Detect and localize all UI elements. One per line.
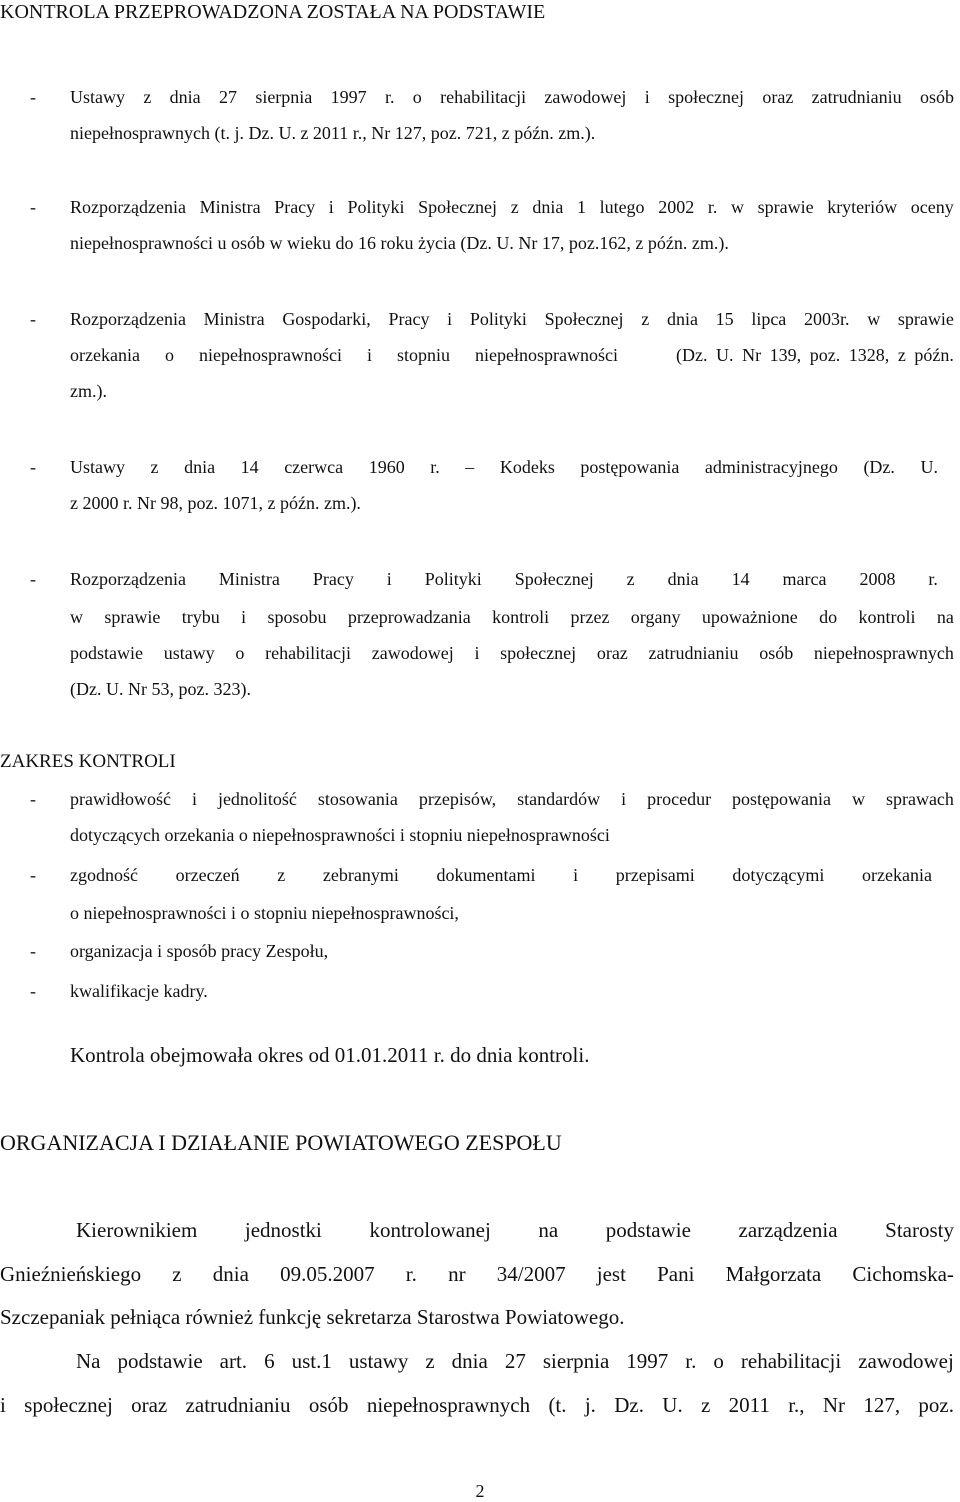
word: i	[366, 345, 372, 365]
word: orzekania	[861, 865, 932, 885]
word: lipca	[751, 309, 787, 329]
word: (Dz.	[863, 457, 895, 477]
word: upoważnione	[701, 607, 798, 627]
word: z	[277, 865, 286, 885]
word: kontrolowanej	[369, 1218, 491, 1242]
heading-organization: ORGANIZACJA I DZIAŁANIE POWIATOWEGO ZESPOŁU	[0, 1130, 562, 1155]
word: z	[150, 457, 159, 477]
word: i	[0, 1393, 6, 1417]
word: Nr	[822, 1393, 846, 1417]
word: społecznej	[500, 643, 577, 663]
word: z	[897, 345, 906, 365]
word: niepełnosprawnych	[366, 1393, 531, 1417]
word: czerwca	[284, 457, 344, 477]
word: 14	[731, 569, 750, 589]
word: Kierownikiem	[76, 1218, 198, 1242]
scope-item-1-line-1	[70, 788, 954, 810]
word: sposobu	[267, 607, 327, 627]
word: zawodowej	[544, 87, 627, 107]
word: 1960	[368, 457, 405, 477]
word: Gospodarki,	[282, 309, 371, 329]
word: z	[701, 1393, 711, 1417]
word: administracyjnego	[704, 457, 838, 477]
word: i	[573, 865, 579, 885]
word: osób	[759, 643, 794, 663]
word: procedur	[647, 789, 712, 809]
word: dnia	[169, 87, 201, 107]
word: w	[730, 197, 744, 217]
word: Polityki	[469, 309, 527, 329]
word: zarządzenia	[738, 1218, 838, 1242]
word: Ministra	[218, 569, 280, 589]
word: Pani	[657, 1262, 695, 1286]
word: zawodowej	[371, 643, 454, 663]
word: dnia	[532, 197, 564, 217]
word: Starosty	[885, 1218, 954, 1242]
legal-item-4-line-1	[70, 456, 938, 478]
word: w	[70, 607, 83, 627]
word: j.	[584, 1393, 596, 1417]
scope-item-4-text: kwalifikacje kadry.	[70, 981, 208, 1001]
page-number: 2	[475, 1481, 485, 1501]
word: osób	[308, 1393, 349, 1417]
word: oceny	[910, 197, 954, 217]
word: i	[447, 309, 453, 329]
word: nr	[448, 1262, 466, 1286]
word: Cichomska-	[852, 1262, 954, 1286]
dash: -	[30, 569, 36, 589]
word: 2003r.	[803, 309, 850, 329]
word: kontroli	[492, 607, 550, 627]
word: na	[936, 607, 954, 627]
word: r.	[707, 197, 718, 217]
word: 1328,	[848, 345, 890, 365]
word: lutego	[599, 197, 645, 217]
word: Pracy	[312, 569, 354, 589]
dash: -	[30, 197, 36, 217]
word: 34/2007	[496, 1262, 566, 1286]
heading-legal-basis: KONTROLA PRZEPROWADZONA ZOSTAŁA NA PODSTAWIE	[0, 1, 546, 23]
word: przepisów,	[418, 789, 497, 809]
word: postępowania	[732, 789, 832, 809]
word: podstawie	[117, 1349, 203, 1373]
scope-item-1-line-2: dotyczących orzekania o niepełnosprawności i stopniu niepełnosprawności	[70, 825, 610, 845]
word: trybu	[181, 607, 220, 627]
word: r.	[405, 1262, 417, 1286]
word: oraz	[131, 1393, 168, 1417]
word: dnia	[212, 1262, 249, 1286]
word: niepełnosprawności	[198, 345, 342, 365]
word: prawidłowość	[70, 789, 171, 809]
word: rehabilitacji	[740, 1349, 842, 1373]
word: rehabilitacji	[440, 87, 527, 107]
word: jednolitość	[217, 789, 297, 809]
word: zebranymi	[322, 865, 399, 885]
word: 2008	[859, 569, 896, 589]
word: jednostki	[244, 1218, 322, 1242]
word: dotyczącymi	[732, 865, 825, 885]
word: r.,	[788, 1393, 805, 1417]
word: z	[172, 1262, 182, 1286]
word: Polityki	[347, 197, 405, 217]
word: kryteriów	[827, 197, 898, 217]
legal-item-3-line-2a	[70, 344, 618, 366]
legal-item-5-line-2	[70, 606, 954, 628]
word: ust.1	[291, 1349, 332, 1373]
word: 14	[240, 457, 259, 477]
word: orzeczeń	[175, 865, 240, 885]
word: sprawach	[885, 789, 954, 809]
word: w	[867, 309, 881, 329]
word: oraz	[596, 643, 628, 663]
heading-scope: ZAKRES KONTROLI	[0, 751, 176, 772]
word: późn.	[914, 345, 954, 365]
org-para-1-line-1	[76, 1217, 954, 1243]
dash: -	[30, 981, 36, 1001]
word: Ministra	[203, 309, 265, 329]
word: dnia	[184, 457, 216, 477]
word: i	[621, 789, 627, 809]
legal-item-4-line-2: z 2000 r. Nr 98, poz. 1071, z późn. zm.).	[70, 493, 361, 513]
word: sprawie	[757, 197, 814, 217]
word: Ministra	[199, 197, 261, 217]
word: niepełnosprawnych	[813, 643, 954, 663]
word: podstawie	[70, 643, 143, 663]
word: z	[626, 569, 635, 589]
word: przez	[570, 607, 610, 627]
word: U.	[920, 457, 938, 477]
word: Pracy	[388, 309, 430, 329]
word: przepisami	[615, 865, 695, 885]
word: 1	[576, 197, 586, 217]
word: o	[713, 1349, 724, 1373]
word: 1997	[626, 1349, 669, 1373]
word: ustawy	[163, 643, 215, 663]
word: sprawie	[104, 607, 161, 627]
scope-item-3-text: organizacja i sposób pracy Zespołu,	[70, 941, 329, 961]
word: Dz.	[614, 1393, 644, 1417]
word: o	[412, 87, 422, 107]
word: –	[465, 457, 475, 477]
word: 27	[504, 1349, 526, 1373]
word: i	[644, 87, 650, 107]
dash: -	[30, 457, 36, 477]
word: o	[164, 345, 174, 365]
word: 139,	[769, 345, 802, 365]
word: dnia	[666, 309, 698, 329]
word: podstawie	[605, 1218, 691, 1242]
org-para-1-line-2	[0, 1261, 954, 1287]
word: Gnieźnieńskiego	[0, 1262, 142, 1286]
word: o	[235, 643, 245, 663]
word: w	[851, 789, 865, 809]
word: kontroli	[858, 607, 916, 627]
word: rehabilitacji	[265, 643, 352, 663]
org-para-2-line-2	[0, 1392, 954, 1418]
word: poz.	[809, 345, 841, 365]
word: ustawy	[348, 1349, 409, 1373]
word: z	[641, 309, 650, 329]
word: dnia	[667, 569, 699, 589]
word: Rozporządzenia	[70, 197, 186, 217]
word: 15	[715, 309, 734, 329]
word: Rozporządzenia	[70, 569, 186, 589]
word: U.	[662, 1393, 683, 1417]
word: i	[241, 607, 247, 627]
word: 09.05.2007	[280, 1262, 375, 1286]
legal-item-3-line-3: zm.).	[70, 381, 107, 401]
word: Małgorzata	[725, 1262, 822, 1286]
word: sierpnia	[255, 87, 313, 107]
word: stosowania	[317, 789, 398, 809]
word: marca	[782, 569, 827, 589]
word: art.	[219, 1349, 248, 1373]
legal-item-1-line-1	[70, 86, 954, 108]
word: (t.	[548, 1393, 567, 1417]
dash: -	[30, 309, 36, 329]
word: zatrudnianiu	[811, 87, 902, 107]
dash: -	[30, 941, 36, 961]
word: do	[819, 607, 838, 627]
word: Społecznej	[544, 309, 624, 329]
dash: -	[30, 789, 36, 809]
legal-item-5-line-4: (Dz. U. Nr 53, poz. 323).	[70, 679, 251, 699]
legal-item-5-line-1	[70, 568, 938, 590]
word: zgodność	[70, 865, 138, 885]
word: orzekania	[70, 345, 140, 365]
word: Ustawy	[70, 457, 125, 477]
word: organy	[630, 607, 681, 627]
legal-item-2-line-2: niepełnosprawności u osób w wieku do 16 roku życia (Dz. U. Nr 17, poz.162, z późn. zm.).	[70, 233, 729, 253]
word: stopniu	[397, 345, 451, 365]
word: poz.	[918, 1393, 954, 1417]
word: Na	[76, 1349, 101, 1373]
word: r.	[685, 1349, 697, 1373]
legal-item-5-line-3	[70, 642, 954, 664]
word: dnia	[451, 1349, 488, 1373]
word: Kodeks	[499, 457, 555, 477]
word: zatrudnianiu	[185, 1393, 291, 1417]
scope-item-2-line-1	[70, 864, 932, 886]
word: 127,	[863, 1393, 901, 1417]
word: i	[474, 643, 480, 663]
word: dokumentami	[436, 865, 536, 885]
word: 2002	[658, 197, 695, 217]
word: 27	[218, 87, 237, 107]
word: osób	[919, 87, 954, 107]
word: 1997	[330, 87, 367, 107]
word: zawodowej	[858, 1349, 954, 1373]
word: społecznej	[668, 87, 745, 107]
word: sprawie	[897, 309, 954, 329]
word: r.	[928, 569, 938, 589]
legal-item-3-line-2b	[676, 344, 954, 366]
word: Społecznej	[418, 197, 498, 217]
word: 6	[264, 1349, 275, 1373]
word: Nr	[742, 345, 762, 365]
word: Polityki	[424, 569, 482, 589]
word: z	[510, 197, 519, 217]
word: r.	[430, 457, 440, 477]
legal-item-1-line-2: niepełnosprawnych (t. j. Dz. U. z 2011 r., Nr 127, poz. 721, z późn. zm.).	[70, 123, 596, 143]
word: r.	[384, 87, 395, 107]
word: U.	[716, 345, 734, 365]
word: z	[143, 87, 152, 107]
word: oraz	[762, 87, 794, 107]
scope-item-2-line-2: o niepełnosprawności i o stopniu niepełnosprawności,	[70, 903, 459, 923]
word: Rozporządzenia	[70, 309, 186, 329]
word: i	[191, 789, 197, 809]
word: sierpnia	[542, 1349, 610, 1373]
word: przeprowadzania	[347, 607, 471, 627]
org-para-2-line-1	[76, 1348, 954, 1374]
dash: -	[30, 87, 36, 107]
word: i	[386, 569, 392, 589]
control-period-text: Kontrola obejmowała okres od 01.01.2011 r. do dnia kontroli.	[70, 1043, 590, 1067]
word: społecznej	[24, 1393, 113, 1417]
word: standardów	[517, 789, 601, 809]
word: 2011	[728, 1393, 770, 1417]
word: postępowania	[580, 457, 680, 477]
word: Pracy	[274, 197, 316, 217]
word: Społecznej	[514, 569, 594, 589]
legal-item-3-line-1	[70, 308, 954, 330]
word: niepełnosprawności	[475, 345, 618, 365]
legal-item-2-line-1	[70, 196, 954, 218]
word: i	[328, 197, 334, 217]
word: (Dz.	[676, 345, 708, 365]
word: Ustawy	[70, 87, 125, 107]
word: jest	[596, 1262, 626, 1286]
dash: -	[30, 865, 36, 885]
word: na	[538, 1218, 559, 1242]
word: zatrudnianiu	[648, 643, 739, 663]
org-para-1-line-3: Szczepaniak pełniąca również funkcję sekretarza Starostwa Powiatowego.	[0, 1305, 625, 1329]
word: z	[425, 1349, 435, 1373]
